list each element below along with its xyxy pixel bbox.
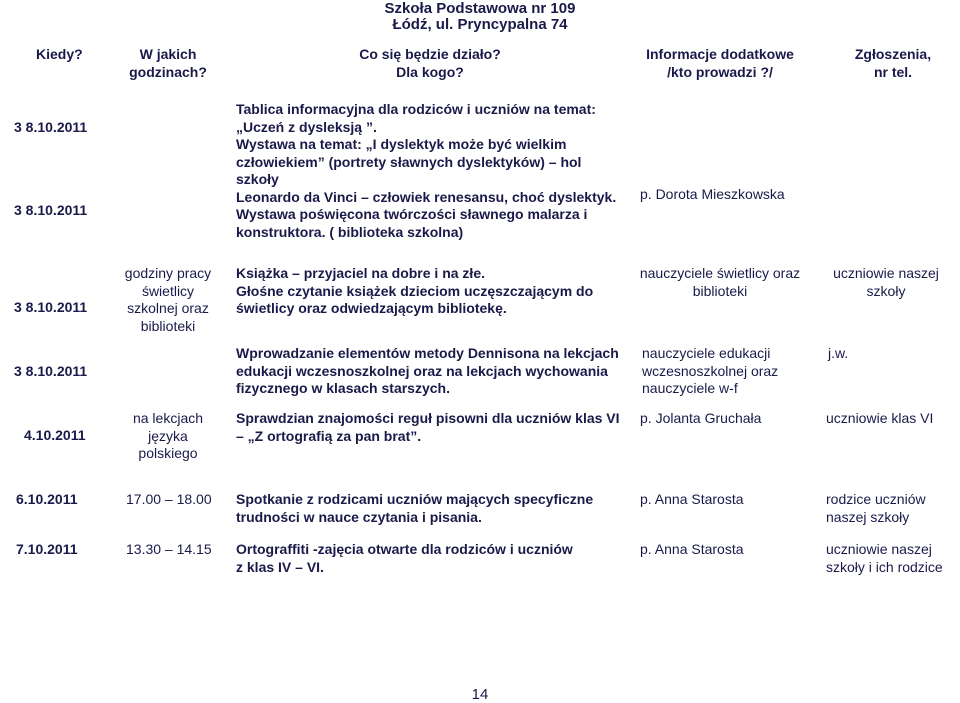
event-line: Tablica informacyjna dla rodziców i uczniów na temat: xyxy=(236,101,596,117)
signup-line: naszej szkoły xyxy=(826,508,910,525)
event-line: fizycznego w klasach starszych. xyxy=(236,380,450,396)
hours-line: języka xyxy=(148,427,188,444)
col-header-what-line: Co się będzie działo? xyxy=(359,46,501,62)
row-hours xyxy=(118,410,218,463)
school-name: Szkoła Podstawowa nr 109 xyxy=(384,0,576,17)
row-date: 3 8.10.2011 xyxy=(14,299,88,315)
event-line: – „Z ortografią za pan brat”. xyxy=(236,427,422,444)
row-signup xyxy=(826,265,946,300)
row-info xyxy=(642,345,778,398)
hours-line: szkolnej oraz xyxy=(127,300,209,316)
event-line: człowiekiem” (portrety sławnych dyslektyków) – hol xyxy=(236,153,582,170)
event-line: Ortograffiti -zajęcia otwarte dla rodziców i uczniów xyxy=(236,541,573,557)
event-line: konstruktora. ( biblioteka szkolna) xyxy=(236,223,464,240)
hours-line: godziny pracy xyxy=(124,265,212,281)
signup-line: uczniowie naszej xyxy=(826,541,932,557)
row-signup: j.w. xyxy=(828,345,849,361)
row-event xyxy=(236,345,619,398)
row-hours xyxy=(118,265,218,335)
row-hours: 13.30 – 14.15 xyxy=(126,541,212,557)
row-info: p. Anna Starosta xyxy=(640,541,744,557)
info-line: biblioteki xyxy=(692,282,748,299)
info-line: nauczyciele w-f xyxy=(642,380,738,396)
row-event xyxy=(236,541,573,576)
event-line: z klas IV – VI. xyxy=(236,558,324,575)
event-line: Wystawa na temat: „I dyslektyk może być wielkim xyxy=(236,136,567,152)
info-line: nauczyciele świetlicy oraz xyxy=(639,265,801,281)
hours-line: na lekcjach xyxy=(132,410,204,426)
page-number: 14 xyxy=(471,686,489,703)
row-signup xyxy=(826,491,926,526)
row-signup xyxy=(826,541,943,576)
row-event xyxy=(236,265,593,318)
col-header-hours-line: godzinach? xyxy=(129,63,207,80)
row-date: 7.10.2011 xyxy=(16,541,78,557)
event-line: świetlicy oraz odwiedzającym bibliotekę. xyxy=(236,300,507,316)
event-line: Głośne czytanie książek dzieciom uczęszczającym do xyxy=(236,282,594,299)
col-header-info xyxy=(640,46,800,81)
row-signup: uczniowie klas VI xyxy=(826,410,934,426)
info-line: wczesnoszkolnej oraz xyxy=(642,362,779,379)
event-line: szkoły xyxy=(236,171,279,187)
signup-line: rodzice uczniów xyxy=(826,491,926,507)
row-info: p. Jolanta Gruchała xyxy=(640,410,762,426)
event-line: Leonardo da Vinci – człowiek renesansu, choć dyslektyk. xyxy=(236,188,617,205)
signup-line: szkoły xyxy=(866,282,906,299)
col-header-info-line: /kto prowadzi ?/ xyxy=(667,63,773,80)
row-info: p. Dorota Mieszkowska xyxy=(640,186,785,202)
col-header-signup-line: nr tel. xyxy=(873,63,913,80)
col-header-hours-line: W jakich xyxy=(139,46,197,62)
signup-line: szkoły i ich rodzice xyxy=(826,558,943,575)
row-hours: 17.00 – 18.00 xyxy=(126,491,212,507)
col-header-what-line: Dla kogo? xyxy=(396,63,464,80)
event-line: Wystawa poświęcona twórczości sławnego malarza i xyxy=(236,206,588,222)
signup-line: uczniowie naszej xyxy=(833,265,939,281)
col-header-when: Kiedy? xyxy=(36,46,83,62)
event-line: „Uczeń z dysleksją ”. xyxy=(236,118,377,135)
event-line: Książka – przyjaciel na dobre i na złe. xyxy=(236,265,485,281)
col-header-what xyxy=(340,46,520,81)
col-header-signup xyxy=(838,46,948,81)
school-address: Łódź, ul. Pryncypalna 74 xyxy=(392,16,568,33)
event-line: trudności w nauce czytania i pisania. xyxy=(236,508,482,525)
hours-line: świetlicy xyxy=(141,282,195,299)
hours-line: biblioteki xyxy=(140,317,196,334)
row-date: 3 8.10.2011 xyxy=(14,363,88,379)
row-date: 6.10.2011 xyxy=(16,491,78,507)
row-event xyxy=(236,410,620,445)
event-line: edukacji wczesnoszkolnej oraz na lekcjach wychowania xyxy=(236,362,608,379)
col-header-signup-line: Zgłoszenia, xyxy=(854,46,932,62)
row-event xyxy=(236,101,616,241)
row-event xyxy=(236,491,593,526)
row-date: 4.10.2011 xyxy=(24,427,86,443)
col-header-hours xyxy=(118,46,218,81)
event-line: Sprawdzian znajomości reguł pisowni dla uczniów klas VI xyxy=(236,410,620,426)
event-line: Spotkanie z rodzicami uczniów mających specyficzne xyxy=(236,491,594,507)
info-line: nauczyciele edukacji xyxy=(642,345,771,361)
event-line: Wprowadzanie elementów metody Dennisona na lekcjach xyxy=(236,345,619,361)
row-info: p. Anna Starosta xyxy=(640,491,744,507)
row-date: 3 8.10.2011 xyxy=(14,202,88,218)
hours-line: polskiego xyxy=(138,445,198,461)
row-date: 3 8.10.2011 xyxy=(14,119,88,135)
col-header-info-line: Informacje dodatkowe xyxy=(646,46,794,62)
row-info xyxy=(628,265,812,300)
